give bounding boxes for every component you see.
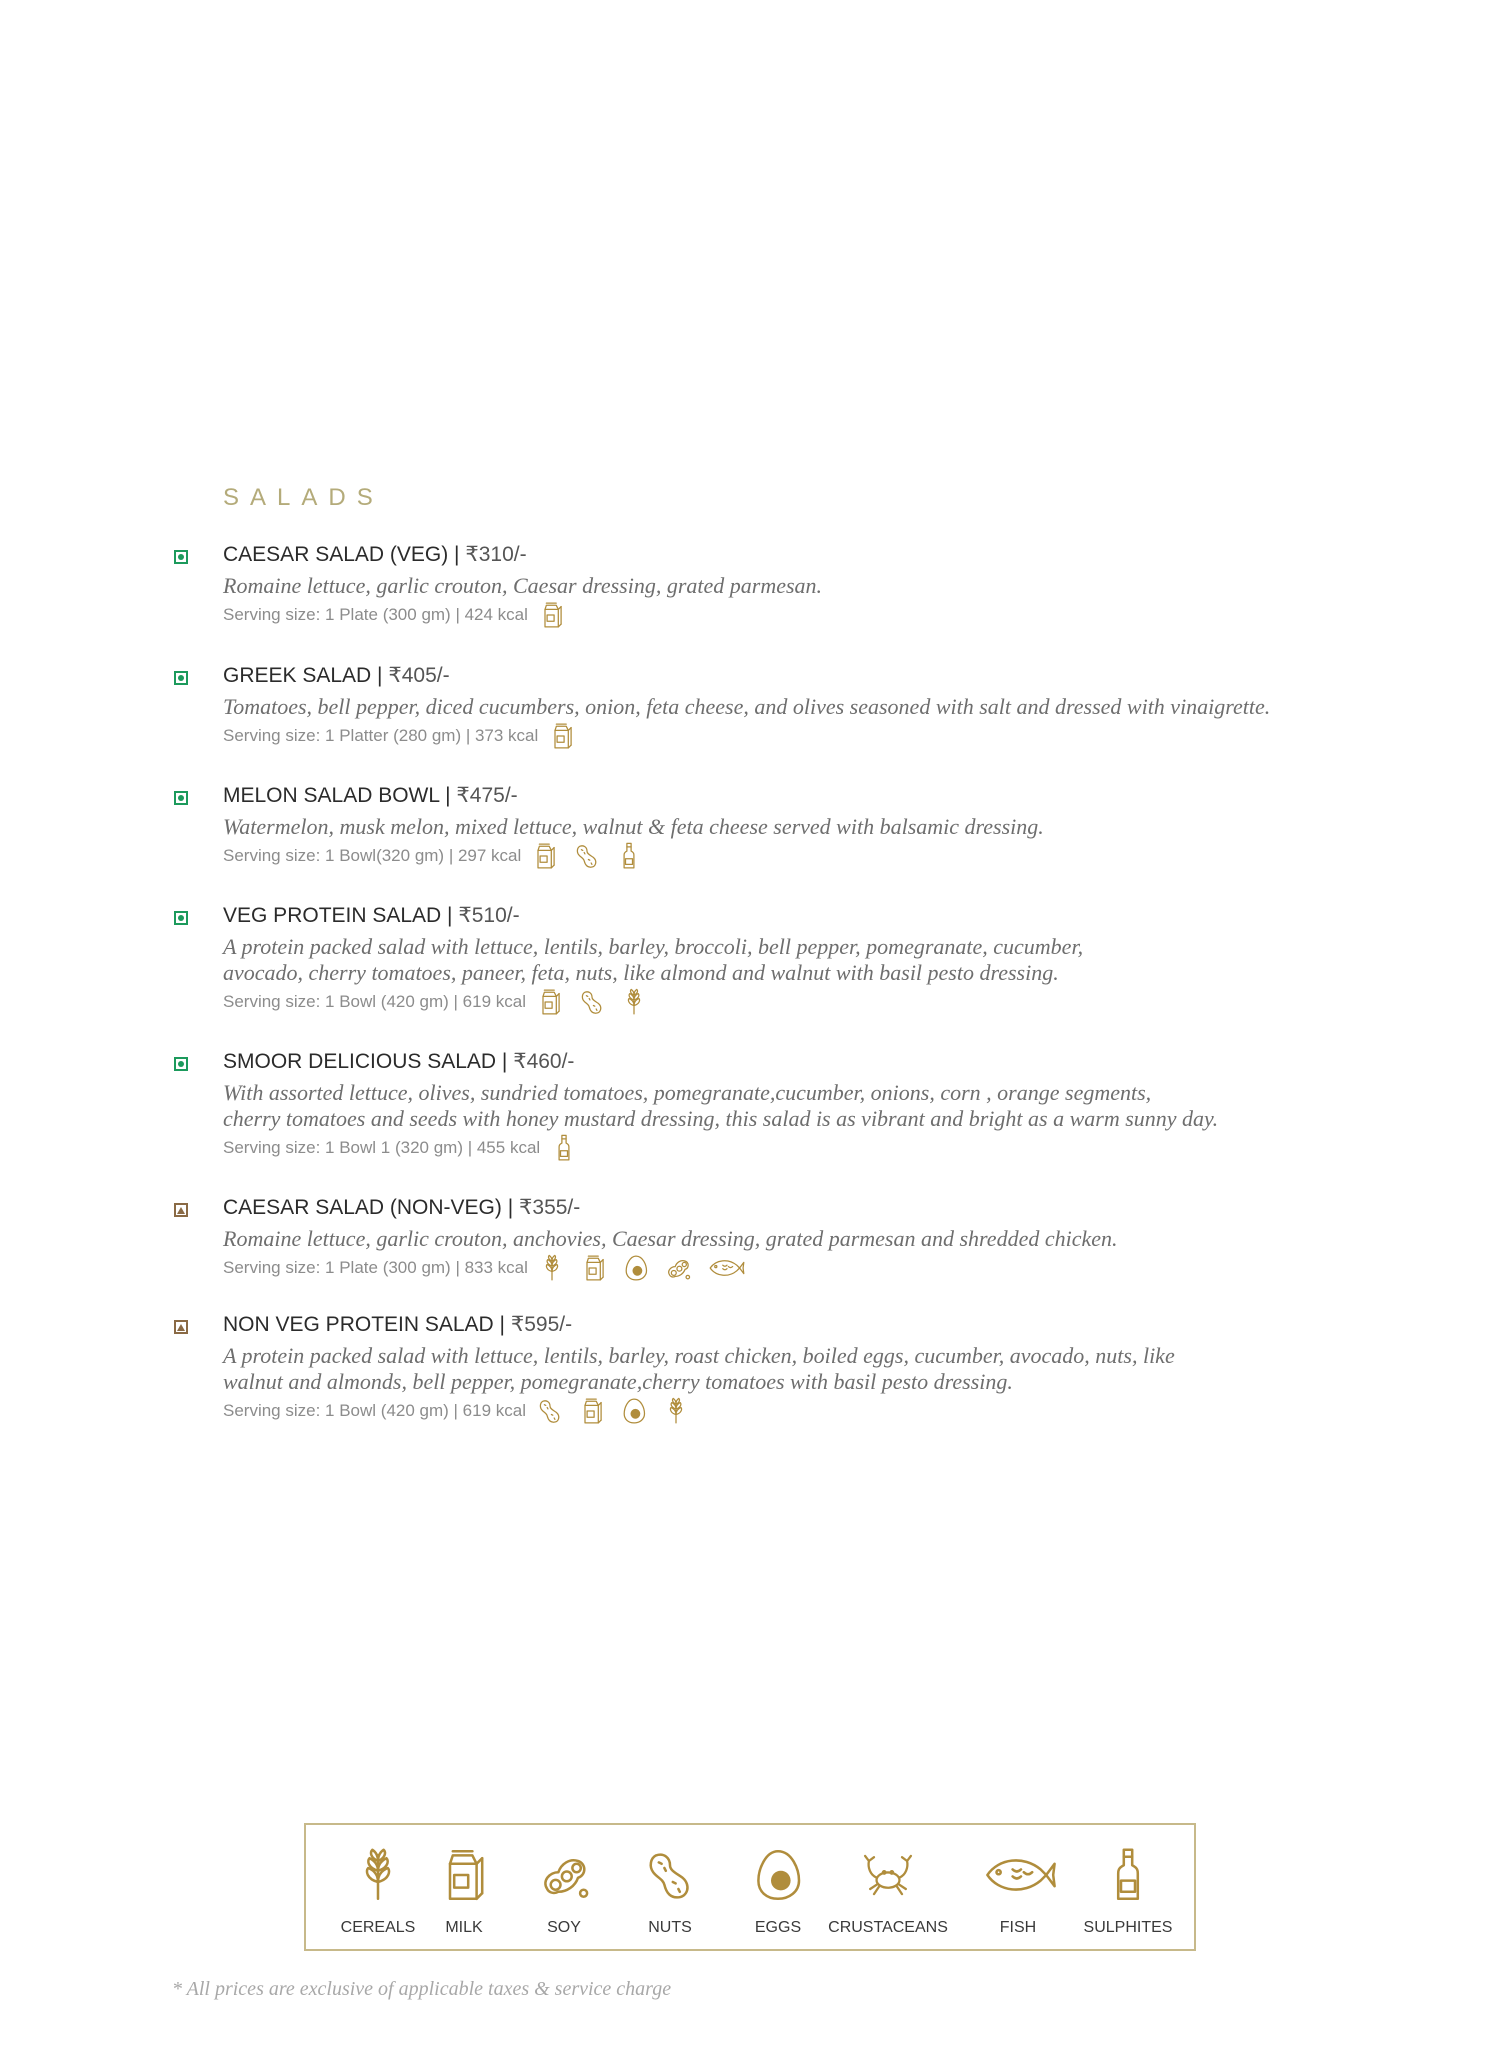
legend-item xyxy=(610,1845,730,1937)
milk-icon xyxy=(578,1397,606,1425)
milk-icon xyxy=(580,1254,608,1282)
milk-icon xyxy=(538,601,566,629)
nonveg-indicator-icon xyxy=(174,1203,188,1217)
cereals-icon xyxy=(662,1397,690,1425)
item-name: VEG PROTEIN SALAD | xyxy=(223,904,453,927)
allergen-icons xyxy=(538,1254,745,1282)
cereals-icon xyxy=(620,988,648,1016)
item-description: A protein packed salad with lettuce, lentils, barley, roast chicken, boiled eggs, cucumber, avocado, nuts, like walnut and almonds, bell pepper, pomegranate,cherry tomatoes with basil pesto dressing. xyxy=(223,1343,1175,1394)
serving-info xyxy=(223,1254,1432,1282)
sulphites-icon xyxy=(1068,1845,1188,1905)
item-description: With assorted lettuce, olives, sundried tomatoes, pomegranate,cucumber, onions, corn , orange segments, cherry tomatoes and seeds with honey mustard dressing, this salad is as vibrant and bright as a warm sunny day. xyxy=(223,1080,1219,1131)
legend-item xyxy=(718,1845,838,1937)
menu-item xyxy=(172,540,1432,629)
legend-label: CRUSTACEANS xyxy=(828,1919,948,1936)
serving-info xyxy=(223,601,1432,629)
menu-item xyxy=(172,1047,1432,1162)
serving-size: Serving size: 1 Bowl 1 (320 gm) | 455 kcal xyxy=(223,1138,541,1157)
serving-info xyxy=(223,1134,1432,1162)
item-description: Romaine lettuce, garlic crouton, Caesar dressing, grated parmesan. xyxy=(223,573,823,598)
item-name: SMOOR DELICIOUS SALAD | xyxy=(223,1050,508,1073)
footnote: * All prices are exclusive of applicable taxes & service charge xyxy=(172,1978,672,2000)
nuts-icon xyxy=(578,988,606,1016)
serving-size: Serving size: 1 Bowl(320 gm) | 297 kcal xyxy=(223,846,522,865)
veg-indicator-icon xyxy=(174,671,188,685)
item-name: CAESAR SALAD (VEG) | xyxy=(223,543,460,566)
menu-item xyxy=(172,1310,1432,1425)
item-heading xyxy=(223,901,1432,931)
serving-info xyxy=(223,842,1432,870)
legend-item xyxy=(958,1845,1078,1937)
item-price: ₹355/- xyxy=(519,1196,581,1219)
allergen-icons xyxy=(531,842,643,870)
item-description: A protein packed salad with lettuce, lentils, barley, broccoli, bell pepper, pomegranate, cucumber, avocado, cherry tomatoes, paneer, feta, nuts, like almond and walnut with basil pesto dressing. xyxy=(223,934,1084,985)
menu-item xyxy=(172,901,1432,1016)
allergen-icons xyxy=(550,1134,578,1162)
item-description: Romaine lettuce, garlic crouton, anchovies, Caesar dressing, grated parmesan and shredded chicken. xyxy=(223,1226,1118,1251)
milk-icon xyxy=(548,722,576,750)
soy-icon xyxy=(504,1845,624,1905)
serving-size: Serving size: 1 Plate (300 gm) | 424 kcal xyxy=(223,605,528,624)
allergen-icons xyxy=(538,601,566,629)
fish-icon xyxy=(958,1845,1078,1905)
item-heading xyxy=(223,1047,1432,1077)
eggs-icon xyxy=(718,1845,838,1905)
legend-label: NUTS xyxy=(648,1919,692,1936)
allergen-icons xyxy=(536,988,648,1016)
item-description: Watermelon, musk melon, mixed lettuce, walnut & feta cheese served with balsamic dressing. xyxy=(223,814,1044,839)
section-title: SALADS xyxy=(223,484,384,511)
milk-icon xyxy=(531,842,559,870)
item-name: MELON SALAD BOWL | xyxy=(223,784,451,807)
nuts-icon xyxy=(536,1397,564,1425)
item-price: ₹510/- xyxy=(458,904,520,927)
nonveg-indicator-icon xyxy=(174,1320,188,1334)
serving-info xyxy=(223,988,1432,1016)
allergen-icons xyxy=(548,722,576,750)
item-price: ₹310/- xyxy=(465,543,527,566)
legend-label: SOY xyxy=(547,1919,581,1936)
item-heading xyxy=(223,1193,1432,1223)
legend-label: EGGS xyxy=(754,1919,802,1936)
item-price: ₹405/- xyxy=(388,664,450,687)
allergen-icons xyxy=(536,1397,690,1425)
nuts-icon xyxy=(573,842,601,870)
veg-indicator-icon xyxy=(174,550,188,564)
legend-label: FISH xyxy=(999,1919,1037,1936)
legend-item xyxy=(504,1845,624,1937)
menu-item xyxy=(172,661,1432,750)
item-price: ₹475/- xyxy=(456,784,518,807)
soy-icon xyxy=(664,1254,692,1282)
item-description: Tomatoes, bell pepper, diced cucumbers, onion, feta cheese, and olives seasoned with salt and dressed with vinaigrette. xyxy=(223,694,1271,719)
item-name: GREEK SALAD | xyxy=(223,664,383,687)
sulphites-icon xyxy=(615,842,643,870)
item-name: CAESAR SALAD (NON-VEG) | xyxy=(223,1196,514,1219)
item-heading xyxy=(223,540,1432,570)
eggs-icon xyxy=(622,1254,650,1282)
crustaceans-icon xyxy=(828,1845,948,1905)
serving-size: Serving size: 1 Bowl (420 gm) | 619 kcal xyxy=(223,992,526,1011)
milk-icon xyxy=(536,988,564,1016)
item-price: ₹460/- xyxy=(513,1050,575,1073)
item-name: NON VEG PROTEIN SALAD | xyxy=(223,1313,506,1336)
item-heading xyxy=(223,781,1432,811)
legend-item xyxy=(1068,1845,1188,1937)
item-price: ₹595/- xyxy=(510,1313,573,1336)
nuts-icon xyxy=(610,1845,730,1905)
serving-info xyxy=(223,1397,1432,1425)
allergen-legend xyxy=(304,1823,1196,1951)
legend-label: SULPHITES xyxy=(1083,1919,1173,1936)
serving-size: Serving size: 1 Plate (300 gm) | 833 kcal xyxy=(223,1258,528,1277)
eggs-icon xyxy=(620,1397,648,1425)
legend-label: MILK xyxy=(445,1919,483,1936)
veg-indicator-icon xyxy=(174,791,188,805)
menu-item xyxy=(172,781,1432,870)
veg-indicator-icon xyxy=(174,1057,188,1071)
serving-info xyxy=(223,722,1432,750)
legend-item xyxy=(828,1845,948,1937)
veg-indicator-icon xyxy=(174,911,188,925)
serving-size: Serving size: 1 Bowl (420 gm) | 619 kcal xyxy=(223,1401,526,1420)
legend-label: CEREALS xyxy=(340,1919,416,1936)
item-heading xyxy=(223,1310,1432,1340)
item-heading xyxy=(223,661,1432,691)
fish-icon xyxy=(706,1254,745,1282)
serving-size: Serving size: 1 Platter (280 gm) | 373 kcal xyxy=(223,726,539,745)
sulphites-icon xyxy=(550,1134,578,1162)
menu-item xyxy=(172,1193,1432,1282)
cereals-icon xyxy=(538,1254,566,1282)
